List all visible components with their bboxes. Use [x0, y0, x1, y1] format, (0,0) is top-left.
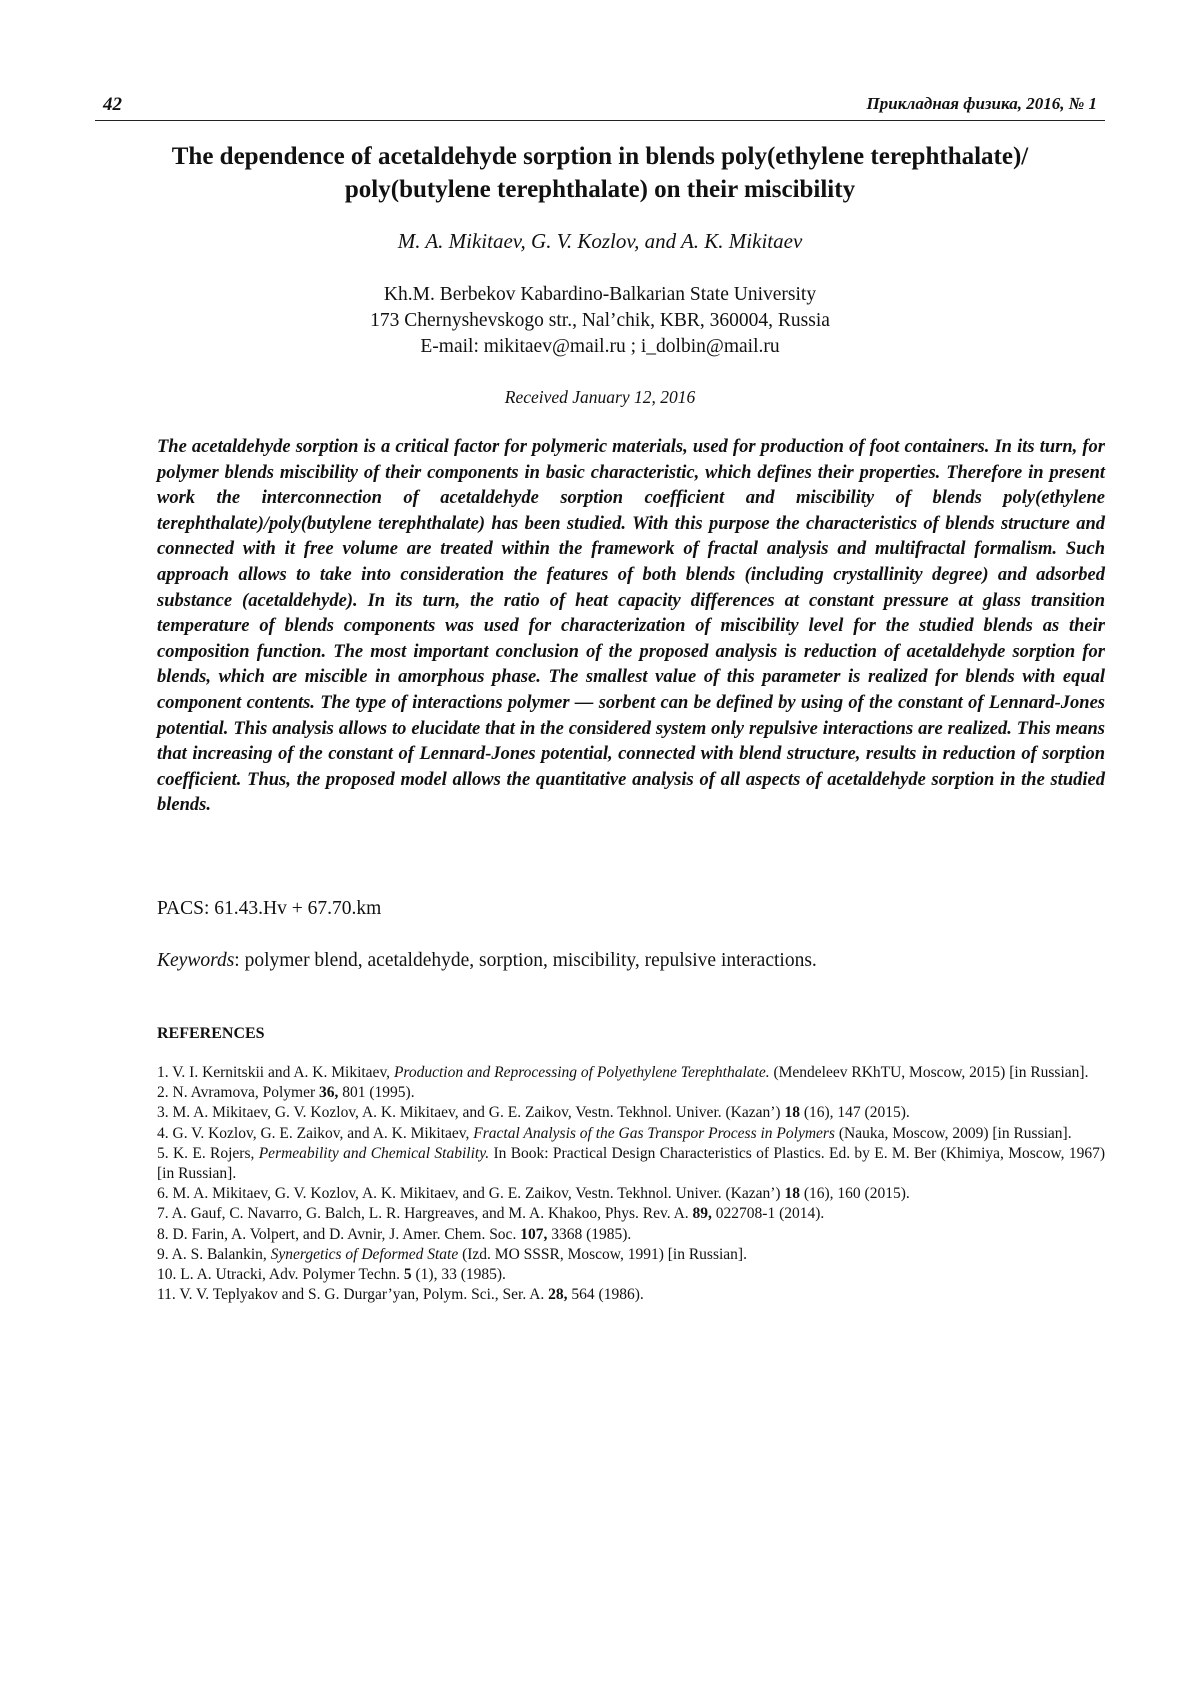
authors: M. A. Mikitaev, G. V. Kozlov, and A. K. Mikitaev	[397, 229, 803, 253]
reference-post: 564 (1986).	[567, 1286, 644, 1304]
reference-post: (16), 147 (2015).	[799, 1104, 910, 1122]
reference-bold: 28,	[548, 1286, 568, 1304]
reference-post: 022708-1 (2014).	[711, 1205, 825, 1223]
reference-post: (1), 33 (1985).	[411, 1266, 506, 1284]
reference-pre: 8. D. Farin, A. Volpert, and D. Avnir, J. Amer. Chem. Soc.	[157, 1225, 521, 1243]
reference-item	[157, 1285, 1105, 1305]
affiliation-email: E-mail: mikitaev@mail.ru ; i_dolbin@mail.ru	[420, 336, 780, 357]
reference-item	[157, 1184, 1105, 1204]
running-header	[95, 92, 1105, 121]
reference-pre: 7. A. Gauf, C. Navarro, G. Balch, L. R. Hargreaves, and M. A. Khakoo, Phys. Rev. A.	[157, 1205, 693, 1223]
reference-post: 801 (1995).	[338, 1084, 415, 1102]
reference-item	[157, 1265, 1105, 1285]
reference-pre: 5. K. E. Rojers,	[157, 1144, 259, 1162]
reference-item	[157, 1063, 1105, 1083]
page-number: 42	[103, 94, 122, 115]
references-list	[157, 1063, 1105, 1305]
reference-post: In Book: Practical Design Characteristics of Plastics. Ed. by E. M. Ber (Khimiya, Moscow, 1967) [in Russian].	[157, 1144, 1105, 1183]
paper-title	[95, 140, 1105, 206]
reference-item	[157, 1144, 1105, 1184]
reference-post: 3368 (1985).	[547, 1225, 632, 1243]
reference-bold: 89,	[692, 1205, 712, 1223]
reference-bold: 18	[784, 1104, 800, 1122]
reference-bold: 18	[784, 1185, 800, 1203]
reference-post: (Izd. MO SSSR, Moscow, 1991) [in Russian].	[458, 1245, 747, 1263]
reference-pre: 4. G. V. Kozlov, G. E. Zaikov, and A. K. Mikitaev,	[157, 1124, 474, 1142]
reference-item	[157, 1124, 1105, 1144]
reference-item	[157, 1245, 1105, 1265]
keywords-text: : polymer blend, acetaldehyde, sorption, miscibility, repulsive interactions.	[234, 950, 817, 971]
reference-bold: 5	[403, 1266, 412, 1284]
reference-item	[157, 1103, 1105, 1123]
reference-bold: 107,	[520, 1225, 548, 1243]
received-date: Received January 12, 2016	[504, 387, 696, 407]
reference-post: (Nauka, Moscow, 2009) [in Russian].	[834, 1124, 1072, 1142]
title-line-2: poly(butylene terephthalate) on their miscibility	[344, 176, 856, 203]
reference-italic: Production and Reprocessing of Polyethylene Terephthalate.	[393, 1064, 770, 1081]
reference-item	[157, 1083, 1105, 1103]
reference-pre: 3. M. A. Mikitaev, G. V. Kozlov, A. K. Mikitaev, and G. E. Zaikov, Vestn. Tekhnol. Univer. (Kazan’)	[157, 1104, 785, 1122]
abstract: The acetaldehyde sorption is a critical factor for polymeric materials, used for production of foot containers. In its turn, for polymer blends miscibility of their components in basic characteristic, which defines their properties. Therefore in present work the interconnection of acetaldehyde sorption coefficient and miscibility of blends poly(ethylene terephthalate)/poly(butylene terephthalate) has been studied. With this purpose the characteristics of blends structure and connected with it free volume are treated within the framework of fractal analysis and multifractal formalism. Such approach allows to take into consideration the features of both blends (including crystallinity degree) and adsorbed substance (acetaldehyde). In its turn, the ratio of heat capacity differences at constant pressure at glass transition temperature of blends components was used for characterization of miscibility level for the studied blends as their composition function. The most important conclusion of the proposed analysis is reduction of acetaldehyde sorption for blends, which are miscible in amorphous phase. The smallest value of this parameter is realized for blends with equal component contents. The type of interactions polymer — sorbent can be defined by using of the constant of Lennard-Jones potential. This analysis allows to elucidate that in the considered system only repulsive interactions are realized. This means that increasing of the constant of Lennard-Jones potential, connected with blend structure, results in reduction of sorption coefficient. Thus, the proposed model allows the quantitative analysis of all aspects of acetaldehyde sorption in the studied blends.	[157, 437, 1105, 816]
reference-item	[157, 1225, 1105, 1245]
pacs-codes: PACS: 61.43.Hv + 67.70.km	[157, 898, 382, 919]
reference-pre: 11. V. V. Teplyakov and S. G. Durgar’yan, Polym. Sci., Ser. A.	[157, 1286, 549, 1304]
reference-italic: Fractal Analysis of the Gas Transpor Process in Polymers	[473, 1124, 835, 1142]
reference-italic: Synergetics of Deformed State	[270, 1245, 459, 1263]
reference-pre: 2. N. Avramova, Polymer	[157, 1084, 320, 1102]
reference-italic: Permeability and Chemical Stability.	[258, 1144, 490, 1162]
reference-post: (Mendeleev RKhTU, Moscow, 2015) [in Russian].	[769, 1064, 1089, 1081]
journal-name: Прикладная физика, 2016, № 1	[866, 94, 1097, 113]
reference-pre: 6. M. A. Mikitaev, G. V. Kozlov, A. K. Mikitaev, and G. E. Zaikov, Vestn. Tekhnol. Univer. (Kazan’)	[157, 1185, 785, 1203]
reference-pre: 1. V. I. Kernitskii and A. K. Mikitaev,	[157, 1064, 394, 1081]
reference-post: (16), 160 (2015).	[799, 1185, 910, 1203]
reference-pre: 10. L. A. Utracki, Adv. Polymer Techn.	[157, 1266, 404, 1284]
references-heading: REFERENCES	[157, 1025, 265, 1042]
affiliation-line-2: 173 Chernyshevskogo str., Nal’chik, KBR, 360004, Russia	[370, 310, 830, 331]
title-line-1: The dependence of acetaldehyde sorption in blends poly(ethylene terephthalate)/	[171, 143, 1029, 170]
affiliation	[95, 282, 1105, 360]
reference-pre: 9. A. S. Balankin,	[157, 1245, 271, 1263]
keywords-label: Keywords	[157, 950, 235, 971]
reference-item	[157, 1204, 1105, 1224]
keywords	[157, 950, 817, 972]
reference-bold: 36,	[319, 1084, 339, 1102]
affiliation-line-1: Kh.M. Berbekov Kabardino-Balkarian State University	[383, 284, 817, 305]
